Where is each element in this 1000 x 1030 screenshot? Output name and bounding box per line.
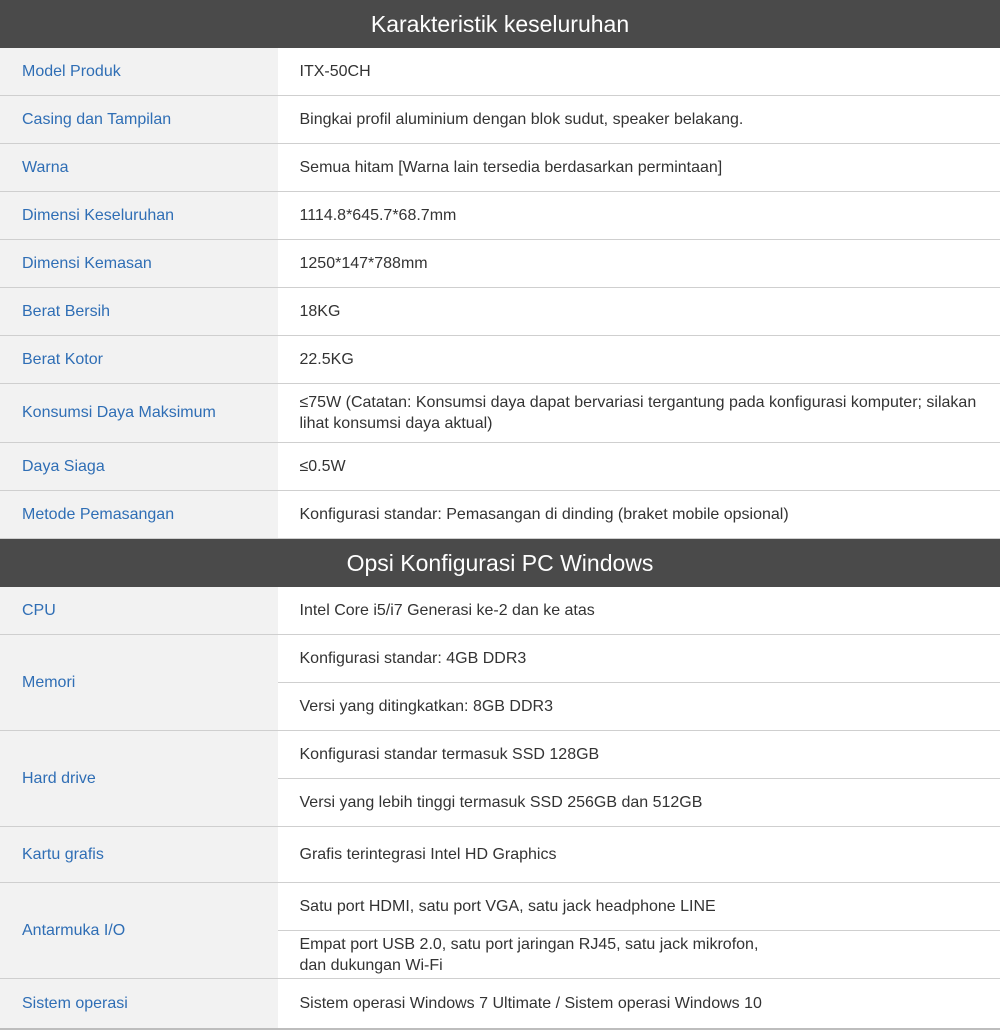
row-label: Hard drive bbox=[0, 731, 277, 827]
section-title: Karakteristik keseluruhan bbox=[0, 0, 1000, 48]
row-value: Sistem operasi Windows 7 Ultimate / Sistem operasi Windows 10 bbox=[277, 979, 1000, 1030]
row-value-line: dan dukungan Wi-Fi bbox=[299, 956, 443, 974]
section-header-overall bbox=[0, 0, 1000, 48]
row-value: Grafis terintegrasi Intel HD Graphics bbox=[277, 827, 1000, 883]
section-title: Opsi Konfigurasi PC Windows bbox=[0, 539, 1000, 588]
row-value: Konfigurasi standar termasuk SSD 128GB bbox=[277, 731, 1000, 779]
row-label: Warna bbox=[0, 144, 277, 192]
row-value: Konfigurasi standar: Pemasangan di dinding (braket mobile opsional) bbox=[277, 491, 1000, 539]
row-value: 1250*147*788mm bbox=[277, 240, 1000, 288]
table-row bbox=[0, 96, 1000, 144]
table-row-hard-drive bbox=[0, 731, 1000, 779]
table-row-os bbox=[0, 979, 1000, 1030]
row-value: 1114.8*645.7*68.7mm bbox=[277, 192, 1000, 240]
table-row bbox=[0, 443, 1000, 491]
table-row-memory bbox=[0, 635, 1000, 683]
table-row bbox=[0, 144, 1000, 192]
row-label: Model Produk bbox=[0, 48, 277, 96]
row-value: ≤0.5W bbox=[277, 443, 1000, 491]
row-value: Semua hitam [Warna lain tersedia berdasarkan permintaan] bbox=[277, 144, 1000, 192]
table-row bbox=[0, 192, 1000, 240]
row-value: Intel Core i5/i7 Generasi ke-2 dan ke atas bbox=[277, 587, 1000, 635]
row-value-line: Empat port USB 2.0, satu port jaringan RJ45, satu jack mikrofon, bbox=[299, 935, 759, 953]
row-value: Versi yang lebih tinggi termasuk SSD 256GB dan 512GB bbox=[277, 779, 1000, 827]
row-label: CPU bbox=[0, 587, 277, 635]
row-value: 18KG bbox=[277, 288, 1000, 336]
table-row bbox=[0, 288, 1000, 336]
table-row-io bbox=[0, 883, 1000, 931]
row-label: Kartu grafis bbox=[0, 827, 277, 883]
row-label: Memori bbox=[0, 635, 277, 731]
row-value: Konfigurasi standar: 4GB DDR3 bbox=[277, 635, 1000, 683]
table-row-cpu bbox=[0, 587, 1000, 635]
row-label: Metode Pemasangan bbox=[0, 491, 277, 539]
row-label: Daya Siaga bbox=[0, 443, 277, 491]
row-value: Bingkai profil aluminium dengan blok sudut, speaker belakang. bbox=[277, 96, 1000, 144]
row-value: 22.5KG bbox=[277, 336, 1000, 384]
row-value: ≤75W (Catatan: Konsumsi daya dapat bervariasi tergantung pada konfigurasi komputer; silakan lihat konsumsi daya aktual) bbox=[277, 384, 1000, 443]
row-value: Versi yang ditingkatkan: 8GB DDR3 bbox=[277, 683, 1000, 731]
row-label: Sistem operasi bbox=[0, 979, 277, 1030]
table-row bbox=[0, 491, 1000, 539]
row-label: Dimensi Kemasan bbox=[0, 240, 277, 288]
row-value: Satu port HDMI, satu port VGA, satu jack headphone LINE bbox=[277, 883, 1000, 931]
table-row bbox=[0, 240, 1000, 288]
row-value: ITX-50CH bbox=[277, 48, 1000, 96]
row-label: Konsumsi Daya Maksimum bbox=[0, 384, 277, 443]
row-value bbox=[277, 931, 1000, 979]
row-label: Casing dan Tampilan bbox=[0, 96, 277, 144]
row-label: Antarmuka I/O bbox=[0, 883, 277, 979]
table-row bbox=[0, 384, 1000, 443]
row-label: Berat Bersih bbox=[0, 288, 277, 336]
section-header-windows-config bbox=[0, 539, 1000, 588]
table-row bbox=[0, 336, 1000, 384]
row-label: Dimensi Keseluruhan bbox=[0, 192, 277, 240]
table-row bbox=[0, 48, 1000, 96]
table-row-graphics bbox=[0, 827, 1000, 883]
row-label: Berat Kotor bbox=[0, 336, 277, 384]
